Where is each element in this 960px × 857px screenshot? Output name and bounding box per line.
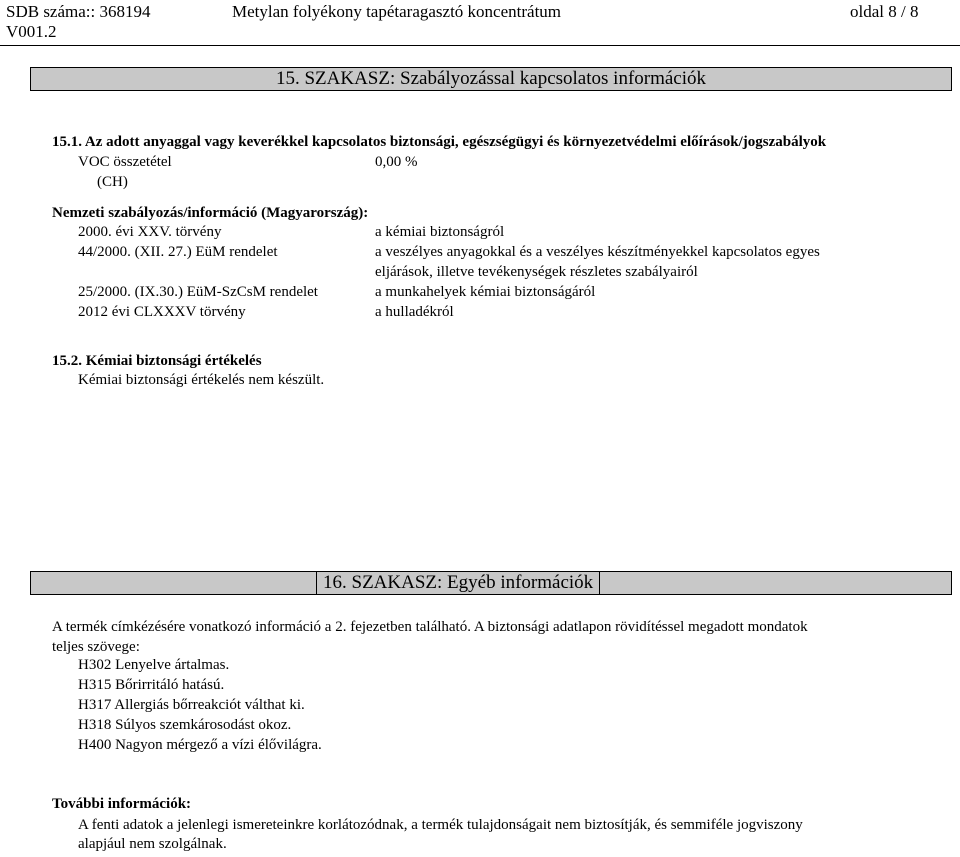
voc-label: VOC összetétel [78,154,172,170]
subsection-15-1-title: 15.1. Az adott anyaggal vagy keverékkel kapcsolatos biztonsági, egészségügyi és környezetvédelmi előírások/jogszabályok [52,134,827,150]
section-16-intro-line2: teljes szövege: [52,639,140,655]
regulation-desc: a veszélyes anyagokkal és a veszélyes készítményekkel kapcsolatos egyes [375,244,820,260]
sds-number: SDB száma:: 368194 [6,2,151,21]
h-statement: H318 Súlyos szemkárosodást okoz. [78,717,292,733]
page-number: oldal 8 / 8 [850,2,919,21]
further-info-line1: A fenti adatok a jelenlegi ismereteinkre korlátozódnak, a termék tulajdonságait nem biztosítják, és semmiféle jogviszony [78,817,803,833]
product-name: Metylan folyékony tapétaragasztó koncentrátum [232,2,562,21]
regulation-desc: a kémiai biztonságról [375,224,505,240]
section-16-bar [30,571,952,595]
section-16-intro-line1: A termék címkézésére vonatkozó információ a 2. fejezetben található. A biztonsági adatlapon rövidítéssel megadott mondatok [52,619,808,635]
regulation-desc-continued: eljárások, illetve tevékenységek részletes szabályairól [375,264,698,280]
voc-value: 0,00 % [375,154,418,170]
h-statement: H317 Allergiás bőrreakciót válthat ki. [78,697,305,713]
section-15-title: 15. SZAKASZ: Szabályozással kapcsolatos információk [275,68,707,89]
header-rule [0,45,960,46]
further-info-line2: alapjául nem szolgálnak. [78,836,227,852]
h-statement: H315 Bőrirritáló hatású. [78,677,225,693]
regulation-desc: a hulladékról [375,304,454,320]
subsection-15-2-title: 15.2. Kémiai biztonsági értékelés [52,353,262,369]
regulation-law: 2000. évi XXV. törvény [78,224,222,240]
regulation-law: 2012 évi CLXXXV törvény [78,304,246,320]
national-regulation-title: Nemzeti szabályozás/információ (Magyarország): [52,205,369,221]
regulation-law: 25/2000. (IX.30.) EüM-SzCsM rendelet [78,284,318,300]
subsection-15-2-text: Kémiai biztonsági értékelés nem készült. [78,372,325,388]
section-16-title: 16. SZAKASZ: Egyéb információk [316,572,600,594]
h-statement: H302 Lenyelve ártalmas. [78,657,230,673]
further-info-title: További információk: [52,796,192,812]
version: V001.2 [6,22,57,41]
voc-sub-label: (CH) [97,174,128,190]
h-statement: H400 Nagyon mérgező a vízi élővilágra. [78,737,322,753]
regulation-desc: a munkahelyek kémiai biztonságáról [375,284,596,300]
regulation-law: 44/2000. (XII. 27.) EüM rendelet [78,244,278,260]
